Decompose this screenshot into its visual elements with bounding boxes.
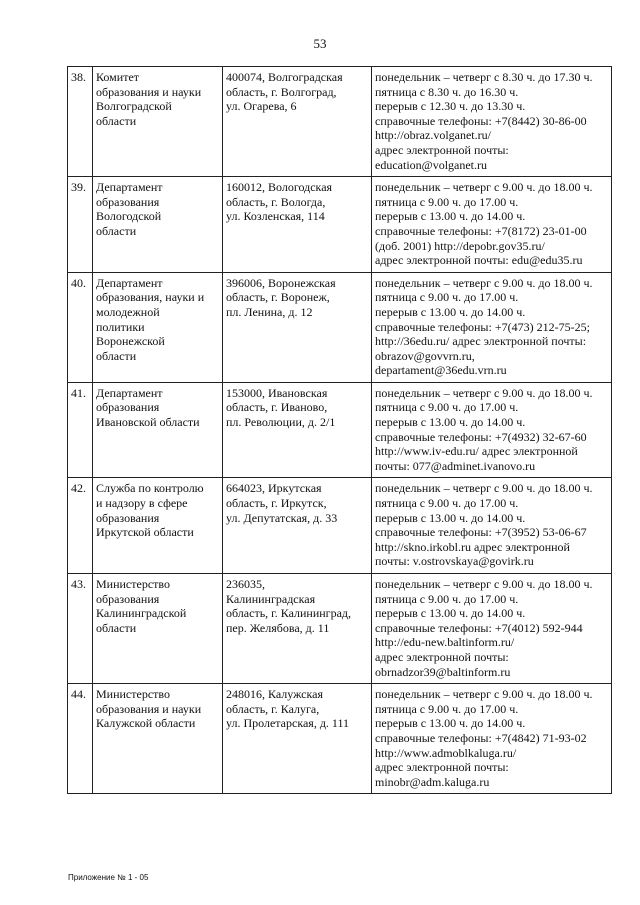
organization-contact-info-line: справочные телефоны: +7(4842) 71-93-02: [375, 730, 587, 745]
organization-name-line: Департамент: [96, 275, 163, 290]
organization-contact-info-line: почты: v.ostrovskaya@govirk.ru: [375, 554, 534, 569]
organization-name-line: образования: [96, 400, 160, 415]
organization-contact-info-line: понедельник – четверг с 9.00 ч. до 18.00 ч.: [375, 481, 593, 496]
table-row: [68, 574, 612, 684]
organization-contact-info-line: (доб. 2001) http://depobr.gov35.ru/: [375, 238, 545, 253]
organization-address-line: 664023, Иркутская: [226, 481, 322, 496]
organization-contact-info-line: http://skno.irkobl.ru адрес электронной: [375, 539, 570, 554]
organization-contact-info-line: адрес электронной почты:: [375, 649, 509, 664]
organization-name-line: области: [96, 620, 137, 635]
organization-address-line: область, г. Вологда,: [226, 194, 326, 209]
row-number: 40.: [68, 272, 93, 382]
organization-contact-info-line: справочные телефоны: +7(473) 212-75-25;: [375, 319, 590, 334]
organization-address: [223, 67, 372, 177]
organization-name-line: Департамент: [96, 180, 163, 195]
organization-address-line: 236035,: [226, 577, 265, 591]
organization-contact-info-line: адрес электронной почты:: [375, 142, 509, 157]
organization-contact-info-line: перерыв с 12.30 ч. до 13.30 ч.: [375, 99, 526, 114]
row-number: 44.: [68, 684, 93, 794]
organization-contact-info-line: http://obraz.volganet.ru/: [375, 128, 491, 143]
organization-contact-info-line: http://www.admoblkaluga.ru/: [375, 745, 517, 760]
organization-address-line: ул. Депутатская, д. 33: [226, 510, 338, 525]
organization-contact-info: [372, 272, 612, 382]
organization-contact-info-line: перерыв с 13.00 ч. до 14.00 ч.: [375, 606, 526, 621]
organization-contact-info-line: пятница с 9.00 ч. до 17.00 ч.: [375, 400, 519, 415]
organization-name-line: образования и науки: [96, 701, 202, 716]
organization-name-line: образования и науки: [96, 84, 202, 99]
organization-name-line: образования: [96, 194, 160, 209]
organization-address-line: ул. Козленская, 114: [226, 209, 325, 224]
organization-contact-info-line: справочные телефоны: +7(4012) 592-944: [375, 620, 583, 635]
organization-contact-info-line: minobr@adm.kaluga.ru: [375, 774, 490, 789]
organization-name-line: и надзору в сфере: [96, 496, 188, 511]
organization-address-line: область, г. Иркутск,: [226, 496, 327, 511]
organization-address-line: ул. Огарева, 6: [226, 99, 297, 114]
footer-note: Приложение № 1 - 05: [68, 873, 149, 882]
table-row: [68, 272, 612, 382]
row-number: 38.: [68, 67, 93, 177]
organization-address-line: область, г. Калининград,: [226, 606, 352, 621]
organization-contact-info-line: понедельник – четверг с 9.00 ч. до 18.00 ч.: [375, 275, 593, 290]
organization-contact-info-line: справочные телефоны: +7(4932) 32-67-60: [375, 429, 587, 444]
table-row: [68, 177, 612, 273]
organization-contact-info-line: пятница с 9.00 ч. до 17.00 ч.: [375, 290, 519, 305]
organization-name-line: образования: [96, 510, 160, 525]
organization-address: [223, 574, 372, 684]
organization-contact-info-line: перерыв с 13.00 ч. до 14.00 ч.: [375, 716, 526, 731]
organization-name-line: Служба по контролю: [96, 481, 204, 496]
organizations-table: [67, 66, 612, 794]
organization-contact-info-line: перерыв с 13.00 ч. до 14.00 ч.: [375, 209, 526, 224]
row-number: 43.: [68, 574, 93, 684]
organization-contact-info-line: справочные телефоны: +7(8442) 30-86-00: [375, 113, 587, 128]
table-body: [68, 67, 612, 794]
organization-contact-info: [372, 177, 612, 273]
organization-name-line: Ивановской области: [96, 415, 200, 430]
organization-contact-info-line: понедельник – четверг с 9.00 ч. до 18.00 ч.: [375, 385, 593, 400]
organization-contact-info-line: понедельник – четверг с 9.00 ч. до 18.00 ч.: [375, 577, 593, 591]
organization-address-line: пл. Ленина, д. 12: [226, 304, 313, 319]
organization-contact-info-line: перерыв с 13.00 ч. до 14.00 ч.: [375, 415, 526, 430]
organization-name-line: области: [96, 113, 137, 128]
organization-contact-info-line: obrazov@govvrn.ru,: [375, 348, 475, 363]
organization-name: [93, 67, 223, 177]
organization-contact-info-line: пятница с 8.30 ч. до 16.30 ч.: [375, 84, 519, 99]
organization-address-line: ул. Пролетарская, д. 111: [226, 716, 350, 731]
organization-contact-info-line: адрес электронной почты: edu@edu35.ru: [375, 253, 583, 268]
organization-name-line: молодежной: [96, 304, 160, 319]
organization-contact-info-line: пятница с 9.00 ч. до 17.00 ч.: [375, 701, 519, 716]
organization-address-line: Калининградская: [226, 591, 316, 606]
organization-contact-info-line: пятница с 9.00 ч. до 17.00 ч.: [375, 496, 519, 511]
organization-name-line: политики: [96, 319, 145, 334]
organization-name-line: Министерство: [96, 687, 170, 702]
organization-contact-info-line: пятница с 9.00 ч. до 17.00 ч.: [375, 194, 519, 209]
organization-address-line: область, г. Воронеж,: [226, 290, 330, 305]
organization-contact-info-line: перерыв с 13.00 ч. до 14.00 ч.: [375, 304, 526, 319]
organization-name-line: Калининградской: [96, 606, 187, 621]
organization-name-line: Департамент: [96, 385, 163, 400]
organization-address-line: 400074, Волгоградская: [226, 70, 343, 84]
organization-address-line: 396006, Воронежская: [226, 275, 336, 290]
organization-contact-info-line: obrnadzor39@baltinform.ru: [375, 664, 511, 679]
organization-contact-info-line: перерыв с 13.00 ч. до 14.00 ч.: [375, 510, 526, 525]
organization-name-line: области: [96, 223, 137, 238]
row-number: 39.: [68, 177, 93, 273]
organization-address-line: пер. Желябова, д. 11: [226, 620, 330, 635]
organization-contact-info: [372, 67, 612, 177]
organization-address-line: область, г. Волгоград,: [226, 84, 337, 99]
row-number: 42.: [68, 478, 93, 574]
table-row: [68, 684, 612, 794]
row-number: 41.: [68, 382, 93, 478]
organization-address-line: 248016, Калужская: [226, 687, 324, 702]
organization-contact-info: [372, 684, 612, 794]
organization-address: [223, 382, 372, 478]
table-row: [68, 478, 612, 574]
organization-name-line: Вологодской: [96, 209, 162, 224]
page-number: 53: [313, 36, 327, 51]
organization-name: [93, 382, 223, 478]
organization-name: [93, 684, 223, 794]
organization-contact-info-line: понедельник – четверг с 8.30 ч. до 17.30 ч.: [375, 70, 593, 84]
organization-address-line: 153000, Ивановская: [226, 385, 328, 400]
organization-name-line: образования, науки и: [96, 290, 205, 305]
organization-contact-info-line: справочные телефоны: +7(8172) 23-01-00: [375, 223, 587, 238]
organization-name-line: Комитет: [96, 70, 140, 84]
organization-contact-info-line: понедельник – четверг с 9.00 ч. до 18.00 ч.: [375, 687, 593, 702]
organization-contact-info-line: http://36edu.ru/ адрес электронной почты:: [375, 334, 587, 349]
organization-name-line: Воронежской: [96, 334, 165, 349]
organization-address: [223, 177, 372, 273]
organization-contact-info: [372, 574, 612, 684]
organization-address-line: область, г. Калуга,: [226, 701, 320, 716]
organization-contact-info-line: адрес электронной почты:: [375, 760, 509, 775]
table-row: [68, 382, 612, 478]
organization-name-line: образования: [96, 591, 160, 606]
organization-contact-info-line: почты: 077@adminet.ivanovo.ru: [375, 458, 536, 473]
organization-contact-info: [372, 478, 612, 574]
organization-address: [223, 272, 372, 382]
organization-contact-info-line: http://www.iv-edu.ru/ адрес электронной: [375, 444, 578, 459]
organization-contact-info-line: departament@36edu.vrn.ru: [375, 363, 507, 378]
organization-address-line: 160012, Вологодская: [226, 180, 333, 195]
organization-address: [223, 684, 372, 794]
organization-contact-info-line: пятница с 9.00 ч. до 17.00 ч.: [375, 591, 519, 606]
organization-name-line: Калужской области: [96, 716, 196, 731]
organization-name-line: области: [96, 348, 137, 363]
organization-name: [93, 478, 223, 574]
organization-contact-info-line: http://edu-new.baltinform.ru/: [375, 635, 515, 650]
organization-contact-info: [372, 382, 612, 478]
organization-name-line: Министерство: [96, 577, 170, 591]
organization-contact-info-line: справочные телефоны: +7(3952) 53-06-67: [375, 525, 587, 540]
organization-address-line: пл. Революции, д. 2/1: [226, 415, 336, 430]
organization-name: [93, 177, 223, 273]
organization-name-line: Иркутской области: [96, 525, 194, 540]
organization-contact-info-line: education@volganet.ru: [375, 157, 488, 172]
organization-address-line: область, г. Иваново,: [226, 400, 328, 415]
organization-name: [93, 574, 223, 684]
organization-address: [223, 478, 372, 574]
organization-name: [93, 272, 223, 382]
organization-contact-info-line: понедельник – четверг с 9.00 ч. до 18.00 ч.: [375, 180, 593, 195]
organization-name-line: Волгоградской: [96, 99, 172, 114]
table-row: [68, 67, 612, 177]
